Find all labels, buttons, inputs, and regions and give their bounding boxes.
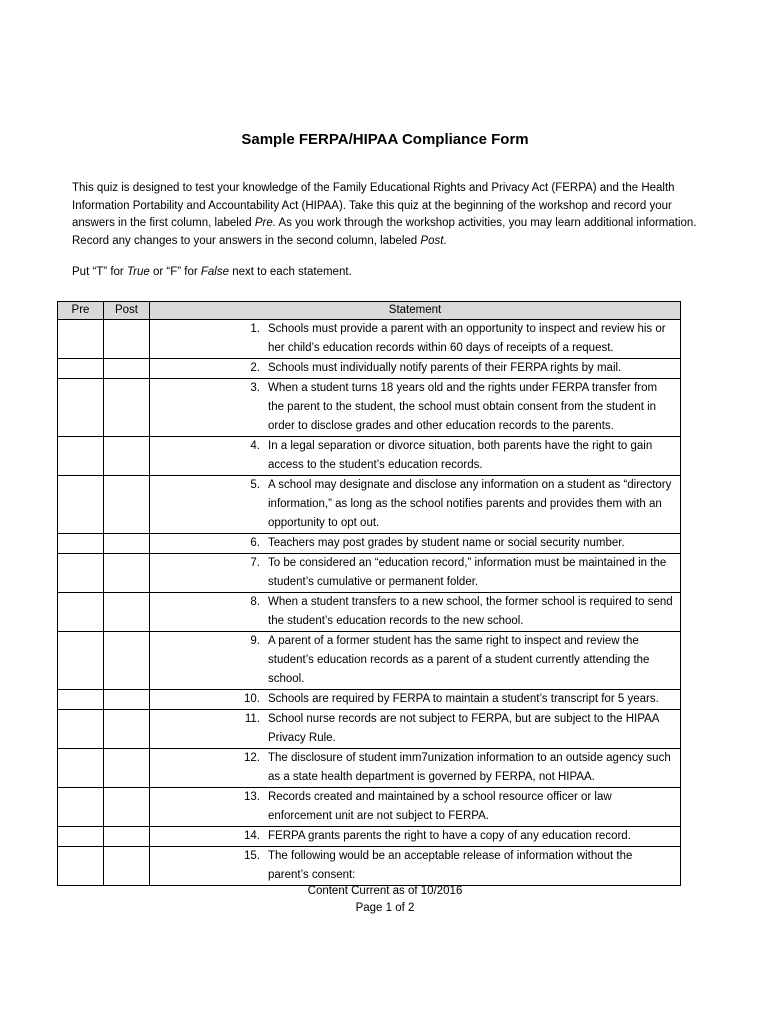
statement-number: 7. [250, 557, 260, 569]
pre-answer-cell[interactable] [58, 437, 104, 476]
statement-cell [150, 437, 681, 476]
pre-answer-cell[interactable] [58, 788, 104, 827]
page-footer [0, 883, 770, 917]
table-row [58, 534, 681, 554]
statement-cell [150, 593, 681, 632]
statement-text: When a student turns 18 years old and the rights under FERPA transfer from the parent to the student, the school must obtain consent from the student in order to disclose grades and other education records to the parents. [268, 382, 658, 432]
post-answer-cell[interactable] [104, 476, 150, 534]
statement-cell [150, 320, 681, 359]
statement-text: To be considered an “education record,” information must be maintained in the student’s cumulative or permanent folder. [268, 557, 667, 588]
intro-text-1: This quiz is designed to test your knowledge of the Family Educational Rights and Privacy Act (FERPA) and the Health Information Portability and Accountability Act (HIPAA). Take this quiz at the beginning of the workshop and record your answers in the first column, labeled [72, 182, 675, 230]
table-row [58, 437, 681, 476]
statement-text: The disclosure of student imm7unization information to an outside agency such as a state health department is governed by FERPA, not HIPAA. [268, 752, 671, 783]
table-row [58, 710, 681, 749]
table-row [58, 632, 681, 690]
statement-text: Records created and maintained by a school resource officer or law enforcement unit are not subject to FERPA. [268, 791, 612, 822]
page-number: Page 1 of 2 [355, 902, 415, 914]
statement-text: The following would be an acceptable release of information without the parent’s consent: [268, 850, 633, 881]
header-statement: Statement [150, 302, 681, 320]
statement-cell [150, 534, 681, 554]
post-answer-cell[interactable] [104, 593, 150, 632]
intro-text-2: As you work through the workshop activities, you may learn additional information. Record any changes to your answers in the second column, labeled [72, 217, 697, 247]
table-row [58, 476, 681, 534]
intro-text-3: . [443, 234, 447, 247]
post-answer-cell[interactable] [104, 554, 150, 593]
post-answer-cell[interactable] [104, 749, 150, 788]
post-answer-cell[interactable] [104, 847, 150, 886]
statement-cell [150, 632, 681, 690]
statement-cell [150, 359, 681, 379]
statement-number: 9. [250, 635, 260, 647]
statement-number: 13. [244, 791, 260, 803]
quiz-table [57, 301, 681, 886]
header-pre: Pre [58, 302, 104, 320]
statement-text: A school may designate and disclose any information on a student as “directory information,” as long as the school notifies parents and provides them with an opportunity to opt out. [268, 479, 672, 529]
quiz-table-body [58, 320, 681, 886]
statement-number: 6. [250, 537, 260, 549]
statement-cell [150, 379, 681, 437]
intro-pre-label: Pre. [254, 217, 276, 230]
statement-cell [150, 690, 681, 710]
statement-number: 5. [250, 479, 260, 491]
pre-answer-cell[interactable] [58, 710, 104, 749]
pre-answer-cell[interactable] [58, 632, 104, 690]
statement-text: Teachers may post grades by student name or social security number. [268, 537, 625, 549]
pre-answer-cell[interactable] [58, 593, 104, 632]
statement-cell [150, 476, 681, 534]
statement-number: 14. [244, 830, 260, 842]
table-row [58, 827, 681, 847]
table-row [58, 359, 681, 379]
pre-answer-cell[interactable] [58, 554, 104, 593]
pre-answer-cell[interactable] [58, 379, 104, 437]
statement-text: In a legal separation or divorce situation, both parents have the right to gain access to the student’s education records. [268, 440, 653, 471]
statement-text: Schools are required by FERPA to maintain a student’s transcript for 5 years. [268, 693, 659, 705]
post-answer-cell[interactable] [104, 320, 150, 359]
statement-number: 1. [250, 323, 260, 335]
statement-text: Schools must provide a parent with an opportunity to inspect and review his or her child’s education records within 60 days of receipts of a request. [268, 323, 666, 354]
instruction-text-1: Put “T” for [72, 266, 127, 278]
table-row [58, 690, 681, 710]
statement-number: 15. [244, 850, 260, 862]
pre-answer-cell[interactable] [58, 476, 104, 534]
statement-number: 3. [250, 382, 260, 394]
statement-cell [150, 827, 681, 847]
pre-answer-cell[interactable] [58, 320, 104, 359]
post-answer-cell[interactable] [104, 710, 150, 749]
post-answer-cell[interactable] [104, 534, 150, 554]
table-row [58, 749, 681, 788]
statement-number: 8. [250, 596, 260, 608]
post-answer-cell[interactable] [104, 788, 150, 827]
pre-answer-cell[interactable] [58, 359, 104, 379]
statement-number: 10. [244, 693, 260, 705]
pre-answer-cell[interactable] [58, 690, 104, 710]
table-row [58, 554, 681, 593]
statement-cell [150, 847, 681, 886]
statement-text: Schools must individually notify parents of their FERPA rights by mail. [268, 362, 622, 374]
statement-number: 4. [250, 440, 260, 452]
statement-cell [150, 749, 681, 788]
pre-answer-cell[interactable] [58, 749, 104, 788]
statement-number: 12. [244, 752, 260, 764]
page-title: Sample FERPA/HIPAA Compliance Form [241, 131, 529, 148]
content-current: Content Current as of 10/2016 [307, 885, 463, 897]
post-answer-cell[interactable] [104, 827, 150, 847]
instruction-text-2: or “F” for [149, 266, 201, 278]
post-answer-cell[interactable] [104, 437, 150, 476]
statement-number: 11. [244, 713, 260, 725]
table-row [58, 847, 681, 886]
post-answer-cell[interactable] [104, 359, 150, 379]
statement-text: FERPA grants parents the right to have a copy of any education record. [268, 830, 631, 842]
statement-text: When a student transfers to a new school, the former school is required to send the student’s education records to the new school. [268, 596, 673, 627]
header-post: Post [104, 302, 150, 320]
statement-cell [150, 788, 681, 827]
table-header-row [58, 302, 681, 320]
instruction-true: True [126, 266, 150, 278]
table-row [58, 593, 681, 632]
instruction-line [72, 266, 702, 278]
table-row [58, 788, 681, 827]
statement-cell [150, 710, 681, 749]
post-answer-cell[interactable] [104, 632, 150, 690]
table-row [58, 320, 681, 359]
post-answer-cell[interactable] [104, 690, 150, 710]
intro-post-label: Post [420, 234, 444, 247]
post-answer-cell[interactable] [104, 379, 150, 437]
pre-answer-cell[interactable] [58, 534, 104, 554]
statement-text: A parent of a former student has the same right to inspect and review the student’s education records as a parent of a student currently attending the school. [268, 635, 650, 685]
statement-number: 2. [250, 362, 260, 374]
instruction-false: False [200, 266, 229, 278]
intro-paragraph [72, 180, 702, 250]
statement-text: School nurse records are not subject to FERPA, but are subject to the HIPAA Privacy Rule. [268, 713, 659, 744]
instruction-text-3: next to each statement. [229, 266, 352, 278]
table-row [58, 379, 681, 437]
pre-answer-cell[interactable] [58, 827, 104, 847]
pre-answer-cell[interactable] [58, 847, 104, 886]
statement-cell [150, 554, 681, 593]
